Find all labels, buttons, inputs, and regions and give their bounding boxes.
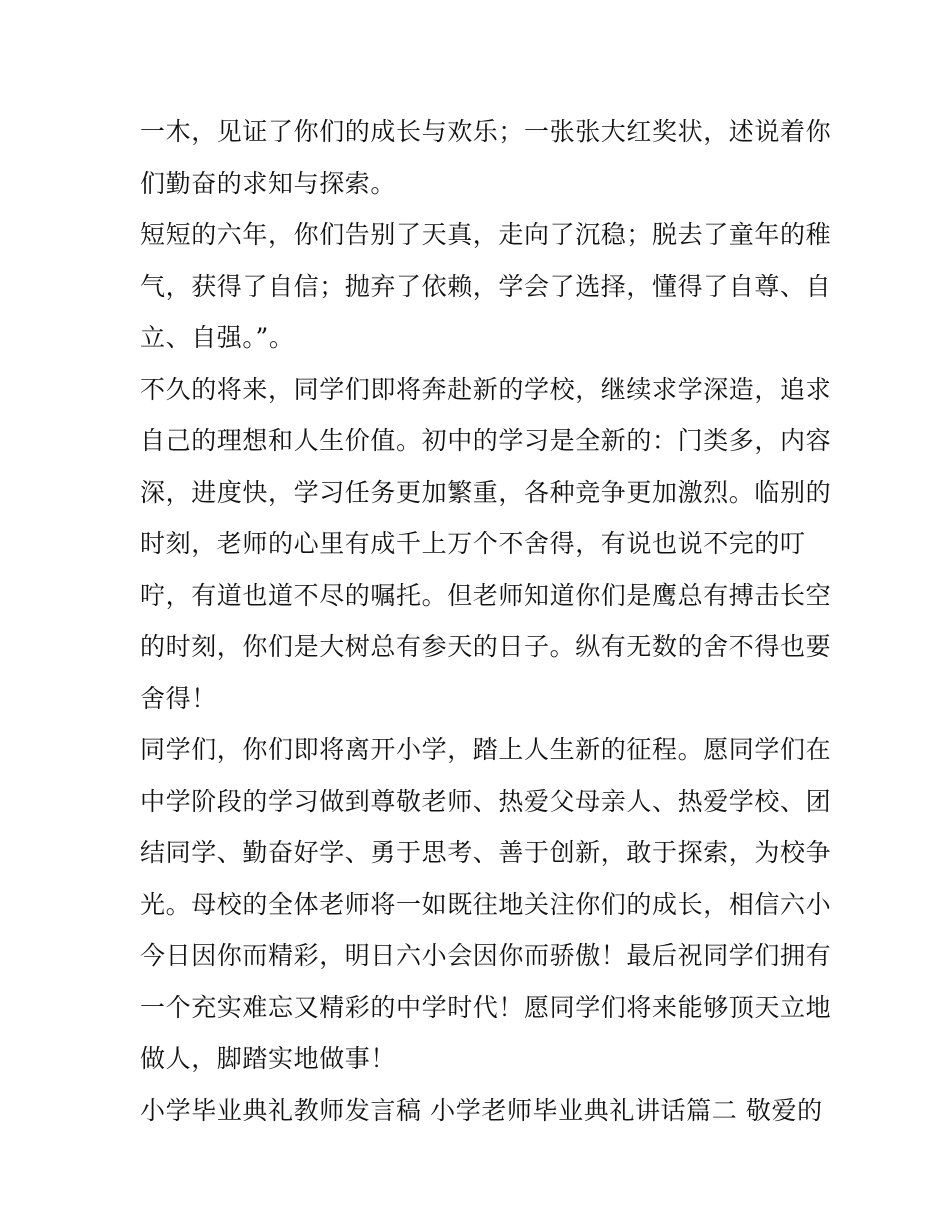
text-line: 做人，脚踏实地做事！ bbox=[140, 1044, 397, 1073]
text-line: 的时刻，你们是大树总有参天的日子。纵有无数的舍不得也要 bbox=[140, 632, 832, 661]
text-line: 时刻，老师的心里有成千上万个不舍得，有说也说不完的叮 bbox=[140, 529, 806, 558]
text-line: 立、自强。”。 bbox=[140, 323, 295, 352]
text-line: 同学们，你们即将离开小学，踏上人生新的征程。愿同学们在 bbox=[140, 735, 832, 764]
text-line: 小学毕业典礼教师发言稿 小学老师毕业典礼讲话篇二 敬爱的 bbox=[140, 1095, 823, 1125]
text-line: 气，获得了自信；抛弃了依赖，学会了选择，懂得了自尊、自 bbox=[140, 271, 832, 301]
text-line: 一个充实难忘又精彩的中学时代！愿同学们将来能够顶天立地 bbox=[140, 992, 832, 1022]
text-line: 自己的理想和人生价值。初中的学习是全新的：门类多，内容 bbox=[140, 426, 832, 455]
text-line: 深，进度快，学习任务更加繁重，各种竞争更加激烈。临别的 bbox=[140, 477, 832, 507]
text-line: 中学阶段的学习做到尊敬老师、热爱父母亲人、热爱学校、团 bbox=[140, 786, 832, 816]
text-line: 一木，见证了你们的成长与欢乐；一张张大红奖状，述说着你 bbox=[140, 117, 832, 146]
text-line: 短短的六年，你们告别了天真，走向了沉稳；脱去了童年的稚 bbox=[140, 220, 832, 249]
text-line: 咛，有道也道不尽的嘱托。但老师知道你们是鹰总有搏击长空 bbox=[140, 580, 832, 610]
text-line: 今日因你而精彩，明日六小会因你而骄傲！最后祝同学们拥有 bbox=[140, 941, 832, 970]
text-line: 不久的将来，同学们即将奔赴新的学校，继续求学深造，追求 bbox=[140, 374, 832, 404]
text-line: 们勤奋的求知与探索。 bbox=[140, 168, 397, 198]
text-line: 结同学、勤奋好学、勇于思考、善于创新，敢于探索，为校争 bbox=[140, 838, 832, 867]
document-body bbox=[140, 106, 832, 1136]
text-line: 光。母校的全体老师将一如既往地关注你们的成长，相信六小 bbox=[140, 889, 832, 919]
text-line: 舍得！ bbox=[140, 683, 217, 713]
